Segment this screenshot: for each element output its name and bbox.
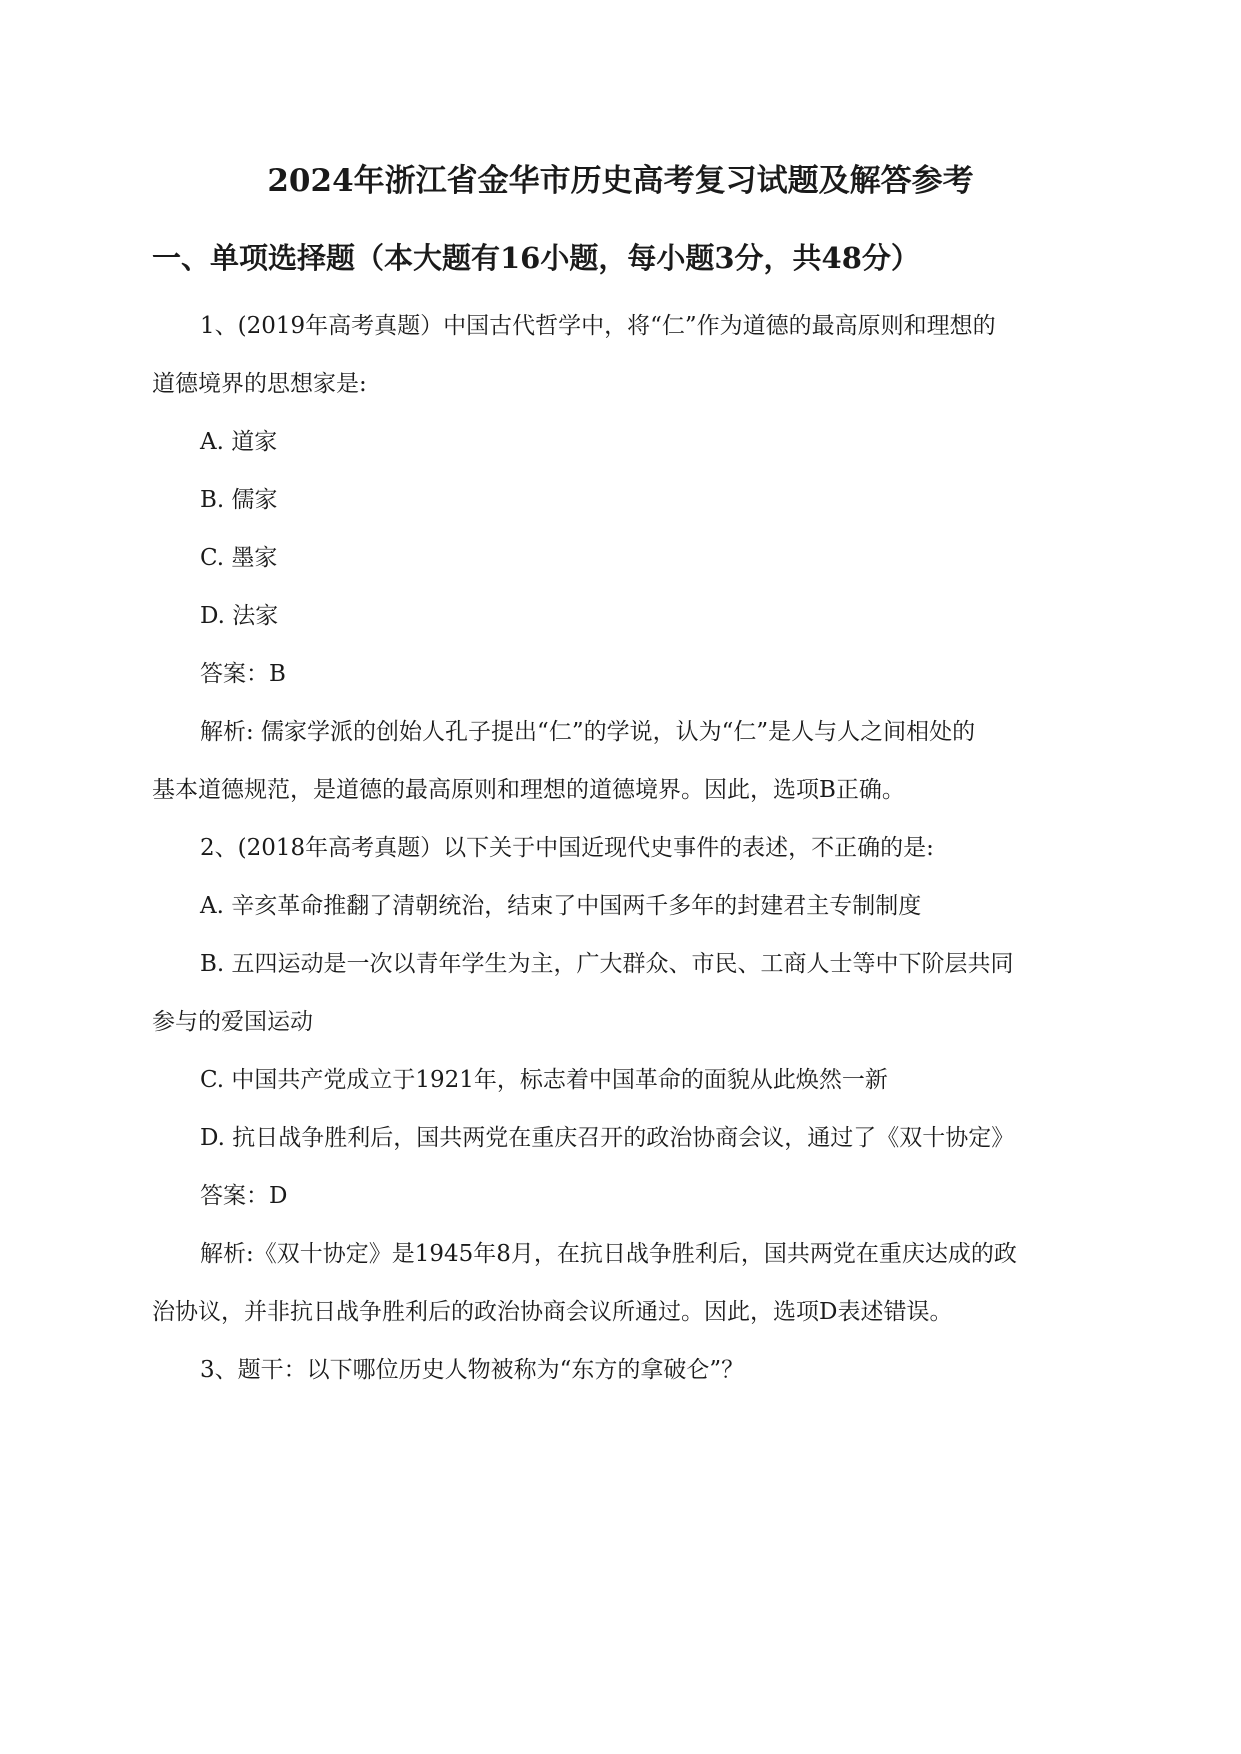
question-1-analysis: 解析: 儒家学派的创始人孔子提出“仁”的学说，认为“仁”是人与人之间相处的 xyxy=(200,719,976,745)
question-2-answer: 答案：D xyxy=(200,1183,288,1209)
section-heading: 一、单项选择题（本大题有16小题，每小题3分，共48分） xyxy=(152,241,920,275)
question-2-option-b: B. 五四运动是一次以青年学生为主，广大群众、市民、工商人士等中下阶层共同 xyxy=(200,951,1014,977)
question-2-option-d: D. 抗日战争胜利后，国共两党在重庆召开的政治协商会议，通过了《双十协定》 xyxy=(200,1125,1015,1151)
question-1-stem: 1、(2019年高考真题）中国古代哲学中，将“仁”作为道德的最高原则和理想的 xyxy=(200,313,996,339)
question-1-option-a: A. 道家 xyxy=(200,429,278,455)
question-2-analysis: 解析:《双十协定》是1945年8月，在抗日战争胜利后，国共两党在重庆达成的政 xyxy=(200,1241,1017,1267)
document-title: 2024年浙江省金华市历史高考复习试题及解答参考 xyxy=(267,163,974,199)
question-2-option-b-cont: 参与的爱国运动 xyxy=(152,1009,313,1035)
question-2-option-c: C. 中国共产党成立于1921年，标志着中国革命的面貌从此焕然一新 xyxy=(200,1067,888,1093)
question-1-stem-cont: 道德境界的思想家是: xyxy=(152,371,367,397)
question-1-option-d: D. 法家 xyxy=(200,603,279,629)
question-2-analysis-cont: 治协议，并非抗日战争胜利后的政治协商会议所通过。因此，选项D表述错误。 xyxy=(152,1299,953,1325)
question-3-stem: 3、题干：以下哪位历史人物被称为“东方的拿破仑”？ xyxy=(200,1357,745,1383)
question-1-option-c: C. 墨家 xyxy=(200,545,278,571)
question-1-answer: 答案：B xyxy=(200,661,286,687)
question-1-analysis-cont: 基本道德规范，是道德的最高原则和理想的道德境界。因此，选项B正确。 xyxy=(152,777,905,803)
question-1-option-b: B. 儒家 xyxy=(200,487,278,513)
question-2-stem: 2、(2018年高考真题）以下关于中国近现代史事件的表述，不正确的是: xyxy=(200,835,934,861)
question-2-option-a: A. 辛亥革命推翻了清朝统治，结束了中国两千多年的封建君主专制制度 xyxy=(200,893,922,919)
